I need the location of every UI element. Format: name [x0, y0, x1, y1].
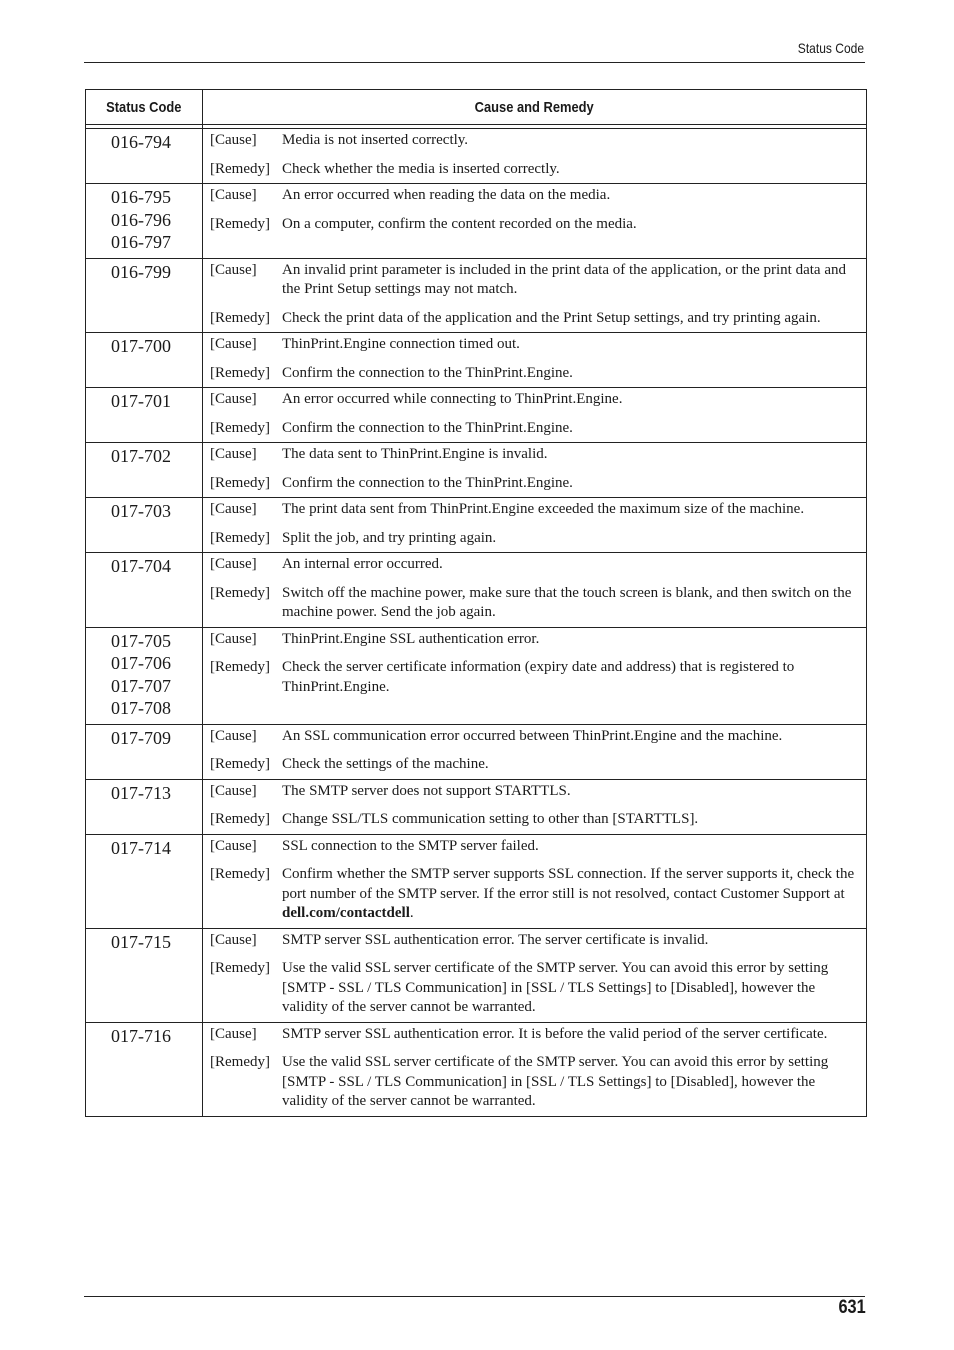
cause-entry — [210, 335, 860, 355]
cause-text — [282, 1025, 860, 1045]
cause-label: [Cause] — [210, 630, 257, 647]
remedy-text — [282, 658, 860, 697]
remedy-text-body: Use the valid SSL server certificate of the SMTP server. You can avoid this error by setting [SMTP - SSL / TLS Communication] in [SSL / TLS Settings] to [Disabled], however the validity of the server cannot be warranted. — [282, 960, 829, 1015]
remedy-label: [Remedy] — [210, 419, 270, 436]
status-code-cell — [86, 498, 203, 553]
cause-text — [282, 931, 860, 951]
status-code-cell — [86, 388, 203, 443]
status-code-cell — [86, 184, 203, 259]
cause-entry — [210, 390, 860, 410]
cause-remedy-cell — [203, 443, 867, 498]
table-header-row — [86, 90, 867, 125]
cause-remedy-cell — [203, 333, 867, 388]
cause-text-body: SSL connection to the SMTP server failed. — [282, 837, 539, 854]
table-row — [86, 388, 867, 443]
running-title: Status Code — [797, 40, 864, 56]
cause-label: [Cause] — [210, 1025, 257, 1042]
cause-text-body: The data sent to ThinPrint.Engine is invalid. — [282, 446, 548, 462]
cause-text-body: The print data sent from ThinPrint.Engine exceeded the maximum size of the machine. — [282, 501, 805, 517]
table-row — [86, 258, 867, 333]
cause-remedy-cell — [203, 779, 867, 834]
cause-remedy-cell — [203, 129, 867, 184]
cause-text — [282, 131, 860, 151]
status-code: 017-701 — [111, 391, 171, 411]
remedy-entry — [210, 755, 860, 775]
cause-text-body: SMTP server SSL authentication error. The server certificate is invalid. — [282, 931, 709, 948]
remedy-entry — [210, 865, 860, 924]
remedy-text — [282, 755, 860, 775]
remedy-text — [282, 160, 860, 180]
remedy-entry — [210, 160, 860, 180]
cause-text-body: SMTP server SSL authentication error. It is before the valid period of the server certificate. — [282, 1025, 828, 1042]
status-code-cell — [86, 258, 203, 333]
column-header-status-code: Status Code — [86, 90, 203, 125]
table-row — [86, 834, 867, 928]
remedy-entry — [210, 364, 860, 384]
header-rule — [84, 62, 865, 63]
status-code: 016-799 — [111, 261, 171, 282]
table-row — [86, 553, 867, 628]
remedy-text — [282, 959, 860, 1018]
table-body — [86, 129, 867, 1117]
remedy-entry — [210, 658, 860, 697]
remedy-text-body: Confirm whether the SMTP server supports SSL connection. If the server supports it, check the port number of the SMTP server. If the error still is not resolved, contact Customer Support at — [282, 866, 855, 902]
remedy-text-body: Use the valid SSL server certificate of the SMTP server. You can avoid this error by setting [SMTP - SSL / TLS Communication] in [SSL / TLS Settings] to [Disabled], however the validity of the server cannot be warranted. — [282, 1054, 829, 1109]
cause-text — [282, 445, 860, 465]
status-code: 016-795 — [111, 187, 171, 207]
cause-text — [282, 500, 860, 520]
cause-remedy-cell — [203, 388, 867, 443]
status-code-cell — [86, 724, 203, 779]
cause-text — [282, 782, 860, 802]
cause-remedy-cell — [203, 258, 867, 333]
cause-text-body: Media is not inserted correctly. — [282, 132, 469, 148]
cause-entry — [210, 445, 860, 465]
remedy-label: [Remedy] — [210, 960, 270, 976]
cause-text — [282, 837, 860, 857]
remedy-entry — [210, 1053, 860, 1112]
status-code-cell — [86, 779, 203, 834]
cause-label: [Cause] — [210, 782, 257, 799]
cause-text — [282, 630, 860, 650]
remedy-text — [282, 474, 860, 494]
status-code: 016-794 — [111, 132, 171, 152]
cause-entry — [210, 727, 860, 747]
status-code: 016-796 — [111, 209, 171, 230]
remedy-label: [Remedy] — [210, 1054, 270, 1070]
cause-entry — [210, 261, 860, 300]
remedy-text-suffix: . — [409, 905, 414, 921]
status-code-cell — [86, 1022, 203, 1116]
cause-remedy-cell — [203, 928, 867, 1022]
status-code: 017-703 — [111, 501, 171, 521]
status-code: 017-704 — [111, 556, 171, 576]
cause-text-body: An error occurred while connecting to ThinPrint.Engine. — [282, 391, 623, 407]
remedy-entry — [210, 215, 860, 235]
remedy-text — [282, 215, 860, 235]
remedy-text-body: Check whether the media is inserted correctly. — [282, 160, 560, 177]
remedy-text-body: Confirm the connection to the ThinPrint.Engine. — [282, 364, 573, 381]
remedy-label: [Remedy] — [210, 474, 270, 491]
status-code-cell — [86, 627, 203, 724]
page-number: 631 — [838, 1297, 866, 1318]
remedy-label: [Remedy] — [210, 756, 270, 772]
table-row — [86, 333, 867, 388]
remedy-text — [282, 364, 860, 384]
cause-label: [Cause] — [210, 501, 257, 517]
status-code: 017-716 — [111, 1025, 171, 1046]
cause-label: [Cause] — [210, 391, 257, 407]
cause-text-body: An invalid print parameter is included in the print data of the application, or the print data and the Print Setup settings may not match. — [282, 261, 846, 297]
remedy-label: [Remedy] — [210, 160, 270, 177]
status-code: 017-709 — [111, 727, 171, 748]
cause-text — [282, 261, 860, 300]
column-header-cause-and-remedy: Cause and Remedy — [203, 90, 867, 125]
status-code-cell — [86, 443, 203, 498]
table-row — [86, 724, 867, 779]
cause-label: [Cause] — [210, 446, 257, 462]
cause-remedy-cell — [203, 724, 867, 779]
remedy-label: [Remedy] — [210, 364, 270, 381]
cause-entry — [210, 1025, 860, 1045]
table-row — [86, 627, 867, 724]
remedy-text-body: On a computer, confirm the content recorded on the media. — [282, 215, 637, 232]
cause-text — [282, 335, 860, 355]
status-code: 017-706 — [111, 653, 171, 673]
cause-remedy-cell — [203, 553, 867, 628]
remedy-entry — [210, 309, 860, 329]
remedy-text — [282, 309, 860, 329]
status-code-table — [85, 89, 867, 1117]
remedy-label: [Remedy] — [210, 811, 270, 827]
cause-text — [282, 186, 860, 206]
status-code: 017-708 — [111, 698, 171, 718]
cause-remedy-cell — [203, 627, 867, 724]
cause-entry — [210, 931, 860, 951]
status-code: 017-702 — [111, 446, 171, 466]
remedy-label: [Remedy] — [210, 215, 270, 232]
cause-remedy-cell — [203, 1022, 867, 1116]
status-code-cell — [86, 129, 203, 184]
remedy-text-body: Check the server certificate information (expiry date and address) that is registered to ThinPrint.Engine. — [282, 659, 795, 695]
status-code-cell — [86, 928, 203, 1022]
remedy-text — [282, 1053, 860, 1112]
table-row — [86, 1022, 867, 1116]
cause-text — [282, 555, 860, 575]
cause-text-body: ThinPrint.Engine SSL authentication error. — [282, 630, 540, 647]
cause-text-body: An SSL communication error occurred between ThinPrint.Engine and the machine. — [282, 727, 783, 744]
remedy-text-body: Confirm the connection to the ThinPrint.Engine. — [282, 474, 573, 491]
status-code: 017-715 — [111, 931, 171, 952]
cause-label: [Cause] — [210, 931, 257, 948]
status-code: 017-707 — [111, 675, 171, 696]
remedy-label: [Remedy] — [210, 584, 270, 601]
remedy-text-body: Check the print data of the application and the Print Setup settings, and try printing again. — [282, 309, 821, 326]
status-code-cell — [86, 834, 203, 928]
cause-entry — [210, 837, 860, 857]
footer-rule — [84, 1296, 865, 1297]
remedy-label: [Remedy] — [210, 309, 270, 326]
remedy-text-body: Confirm the connection to the ThinPrint.Engine. — [282, 419, 573, 436]
cause-text-body: An error occurred when reading the data on the media. — [282, 187, 611, 203]
cause-text-body: The SMTP server does not support STARTTLS. — [282, 782, 571, 799]
status-code-cell — [86, 333, 203, 388]
remedy-entry — [210, 419, 860, 439]
remedy-entry — [210, 584, 860, 623]
remedy-text-body: Switch off the machine power, make sure that the touch screen is blank, and then switch on the machine power. Send the job again. — [282, 584, 852, 620]
cause-remedy-cell — [203, 184, 867, 259]
remedy-entry — [210, 959, 860, 1018]
cause-text-body: ThinPrint.Engine connection timed out. — [282, 336, 520, 352]
cause-label: [Cause] — [210, 336, 257, 352]
remedy-label: [Remedy] — [210, 659, 270, 675]
remedy-text-body: Check the settings of the machine. — [282, 756, 489, 772]
remedy-label: [Remedy] — [210, 529, 270, 546]
cause-label: [Cause] — [210, 837, 257, 854]
remedy-label: [Remedy] — [210, 866, 270, 882]
cause-entry — [210, 782, 860, 802]
table-row — [86, 779, 867, 834]
cause-text-body: An internal error occurred. — [282, 556, 443, 572]
status-code: 016-797 — [111, 232, 171, 252]
table-row — [86, 928, 867, 1022]
remedy-text-body: Change SSL/TLS communication setting to other than [STARTTLS]. — [282, 811, 699, 827]
remedy-text — [282, 419, 860, 439]
status-code-cell — [86, 553, 203, 628]
remedy-entry — [210, 810, 860, 830]
status-code: 017-713 — [111, 782, 171, 803]
status-code: 017-714 — [111, 837, 171, 858]
status-code: 017-705 — [111, 630, 171, 651]
cause-entry — [210, 131, 860, 151]
remedy-text — [282, 865, 860, 924]
cause-entry — [210, 630, 860, 650]
table-row — [86, 129, 867, 184]
status-code: 017-700 — [111, 336, 171, 356]
cause-remedy-cell — [203, 498, 867, 553]
cause-remedy-cell — [203, 834, 867, 928]
table-row — [86, 184, 867, 259]
cause-label: [Cause] — [210, 187, 257, 203]
remedy-text — [282, 584, 860, 623]
remedy-text — [282, 810, 860, 830]
remedy-entry — [210, 474, 860, 494]
cause-entry — [210, 186, 860, 206]
remedy-text-body: Split the job, and try printing again. — [282, 529, 497, 546]
cause-text — [282, 727, 860, 747]
cause-label: [Cause] — [210, 556, 257, 572]
remedy-text — [282, 529, 860, 549]
table-row — [86, 498, 867, 553]
cause-entry — [210, 555, 860, 575]
cause-label: [Cause] — [210, 132, 257, 148]
remedy-entry — [210, 529, 860, 549]
table-row — [86, 443, 867, 498]
cause-label: [Cause] — [210, 727, 257, 744]
cause-label: [Cause] — [210, 261, 257, 278]
support-link[interactable]: dell.com/contactdell — [282, 905, 410, 921]
cause-text — [282, 390, 860, 410]
cause-entry — [210, 500, 860, 520]
